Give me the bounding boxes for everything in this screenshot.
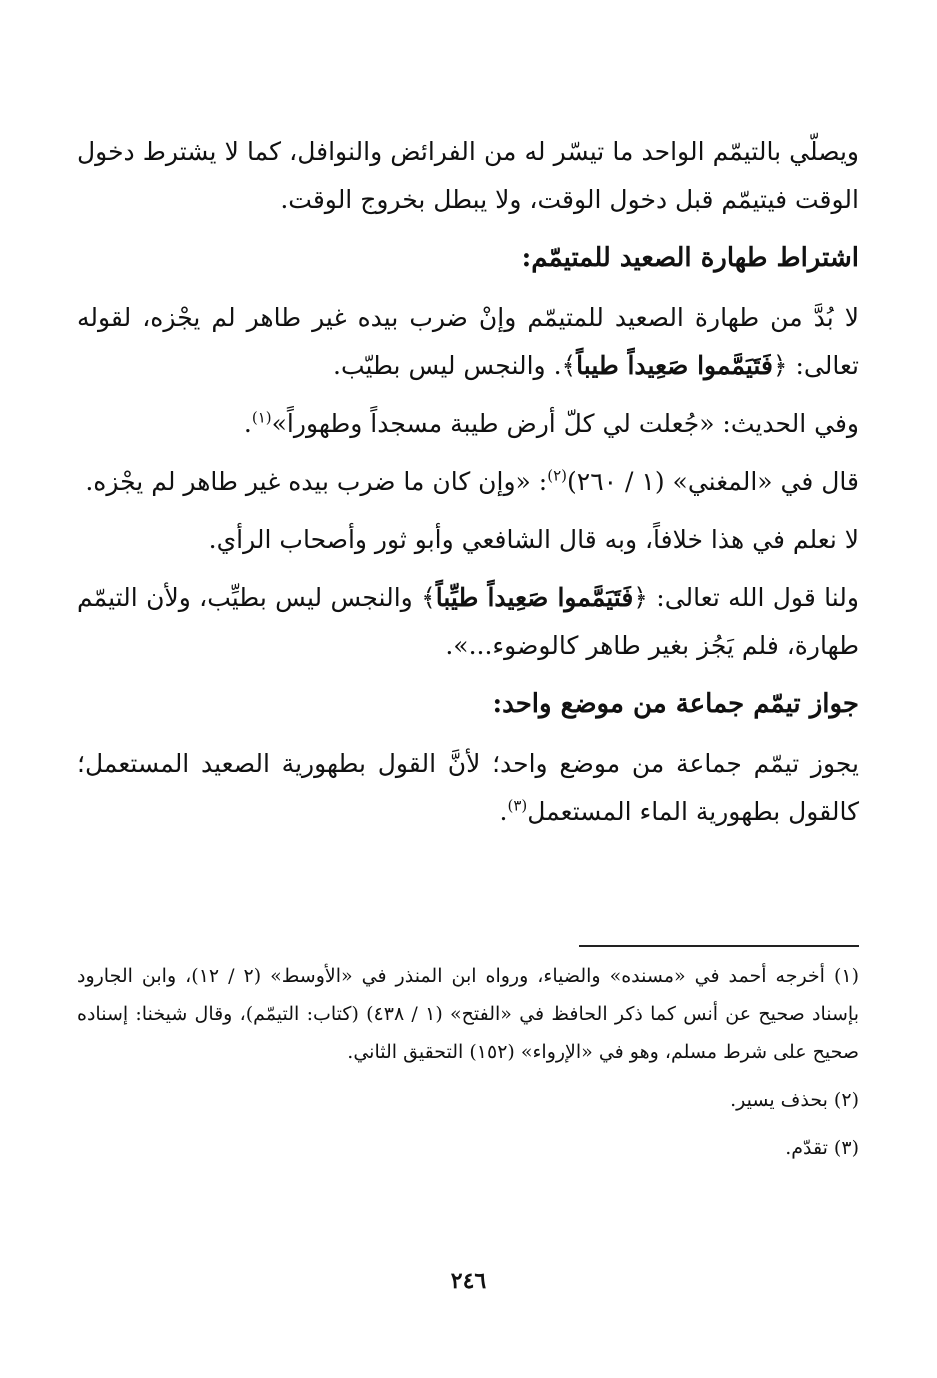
paragraph-6-text-a: ولنا قول الله تعالى: ﴿	[633, 583, 860, 612]
footnote-2: (٢) بحذف يسير.	[730, 1089, 859, 1111]
main-text	[77, 128, 859, 846]
section-heading-purity: اشتراط طهارة الصعيد للمتيمّم:	[521, 243, 859, 273]
footnote-ref-1: (١)	[251, 408, 272, 427]
footnote-separator	[579, 945, 859, 947]
footnote-3: (٣) تقدّم.	[785, 1137, 859, 1159]
paragraph-2-text-a: لا بُدَّ من طهارة الصعيد للمتيمّم وإنْ ضرب بيده غير طاهر لم يجْزه، لقوله تعالى: ﴿	[77, 303, 859, 380]
page-number: ٢٤٦	[450, 1268, 487, 1294]
quran-verse-2: فَتَيَمَّموا صَعِيداً طيِّباً	[435, 583, 634, 612]
paragraph-2	[77, 294, 859, 390]
quran-verse-1: فَتَيَمَّموا صَعِيداً طيباً	[576, 351, 773, 380]
footnote-ref-3: (٣)	[507, 796, 528, 815]
paragraph-3	[77, 400, 859, 448]
paragraph-3-text-b: .	[243, 409, 252, 438]
paragraph-1: ويصلّي بالتيمّم الواحد ما تيسّر له من الفرائض والنوافل، كما لا يشترط دخول الوقت فيتيمّم قبل دخول الوقت، ولا يبطل بخروج الوقت.	[77, 137, 859, 214]
section-heading-group-tayammum: جواز تيمّم جماعة من موضع واحد:	[492, 689, 859, 719]
paragraph-3-text-a: وفي الحديث: «جُعلت لي كلّ أرض طيبة مسجداً وطهوراً»	[271, 409, 859, 438]
paragraph-4-text-a: قال في «المغني» (١ / ٢٦٠)	[567, 467, 859, 496]
paragraph-5: لا نعلم في هذا خلافاً، وبه قال الشافعي وأبو ثور وأصحاب الرأي.	[208, 525, 859, 554]
footnotes	[77, 957, 859, 1177]
paragraph-7-text-b: .	[499, 797, 508, 826]
paragraph-7	[77, 740, 859, 836]
paragraph-7-text-a: يجوز تيمّم جماعة من موضع واحد؛ لأنَّ القول بطهورية الصعيد المستعمل؛ كالقول بطهورية الماء المستعمل	[77, 749, 859, 826]
paragraph-6-text-b: ﴾ والنجس ليس بطيِّب، ولأن التيمّم طهارة، فلم يَجُز بغير طاهر كالوضوء...».	[77, 583, 859, 660]
paragraph-6	[77, 574, 859, 670]
paragraph-4	[77, 458, 859, 506]
footnote-1: (١) أخرجه أحمد في «مسنده» والضياء، ورواه ابن المنذر في «الأوسط» (٢ / ١٢)، وابن الجارود بإسناد صحيح عن أنس كما ذكر الحافظ في «الفتح» (١ / ٤٣٨) (كتاب: التيمّم)، وقال شيخنا: إسناده صحيح على شرط مسلم، وهو في «الإرواء» (١٥٢) التحقيق الثاني.	[77, 965, 859, 1063]
paragraph-4-text-b: : «وإن كان ما ضرب بيده غير طاهر لم يجْزه.	[85, 467, 548, 496]
footnote-ref-2: (٢)	[547, 466, 567, 485]
paragraph-2-text-b: ﴾. والنجس ليس بطيّب.	[333, 351, 577, 380]
